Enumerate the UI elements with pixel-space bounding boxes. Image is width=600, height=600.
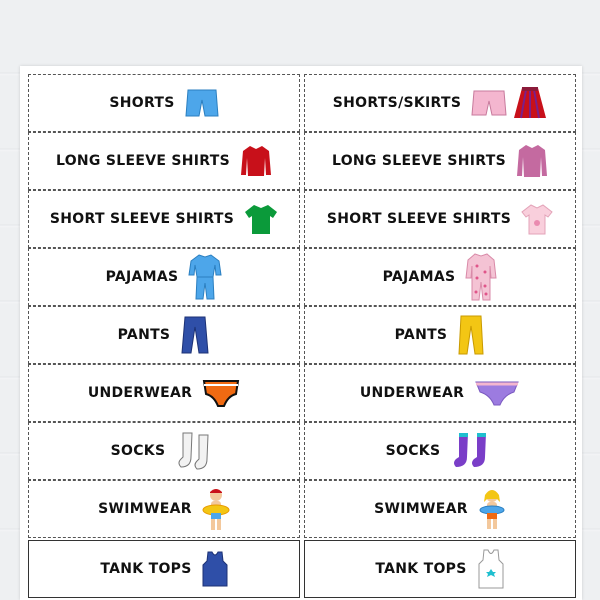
orange-briefs-icon bbox=[202, 378, 240, 408]
card-label: SHORTS bbox=[109, 95, 175, 111]
card-label: PAJAMAS bbox=[105, 269, 179, 285]
label-card-shorts-skirts bbox=[304, 74, 576, 132]
label-card-underwear bbox=[28, 364, 300, 422]
label-card-shorts bbox=[28, 74, 300, 132]
red-long-sleeve-shirt-icon bbox=[240, 144, 272, 178]
card-label: UNDERWEAR bbox=[359, 385, 465, 401]
green-tshirt-icon bbox=[244, 203, 278, 235]
boy-swimmer-icon bbox=[202, 486, 230, 532]
label-card-pajamas bbox=[28, 248, 300, 306]
label-card-short-sleeve-shirts bbox=[28, 190, 300, 248]
blue-pants-icon bbox=[180, 315, 210, 355]
card-label: LONG SLEEVE SHIRTS bbox=[55, 153, 230, 169]
card-label: SHORT SLEEVE SHIRTS bbox=[49, 211, 235, 227]
label-card-pants bbox=[304, 306, 576, 364]
label-card-short-sleeve-shirts bbox=[304, 190, 576, 248]
card-label: SOCKS bbox=[110, 443, 166, 459]
girl-swimmer-icon bbox=[478, 487, 506, 531]
label-card-pajamas bbox=[304, 248, 576, 306]
white-socks-icon bbox=[175, 431, 217, 471]
card-label: SHORTS/SKIRTS bbox=[332, 95, 462, 111]
card-label: SWIMWEAR bbox=[98, 501, 192, 517]
card-label: SHORT SLEEVE SHIRTS bbox=[326, 211, 512, 227]
pink-tshirt-icon bbox=[521, 203, 553, 235]
yellow-pants-icon bbox=[457, 314, 485, 356]
label-card-tank-tops bbox=[304, 540, 576, 598]
blue-pajamas-icon bbox=[188, 253, 222, 301]
clothing-labels-sheet bbox=[20, 66, 582, 600]
card-label: SWIMWEAR bbox=[374, 501, 468, 517]
red-skirt-icon bbox=[513, 86, 547, 120]
pink-shorts-icon bbox=[471, 89, 507, 117]
blue-tank-top-icon bbox=[202, 551, 228, 587]
card-label: PANTS bbox=[394, 327, 448, 343]
card-label: SOCKS bbox=[385, 443, 441, 459]
label-card-long-sleeve-shirts bbox=[304, 132, 576, 190]
card-label: UNDERWEAR bbox=[87, 385, 193, 401]
pink-pajamas-icon bbox=[465, 252, 497, 302]
mauve-long-sleeve-shirt-icon bbox=[516, 143, 548, 179]
label-card-tank-tops bbox=[28, 540, 300, 598]
purple-socks-icon bbox=[450, 431, 494, 471]
label-card-swimwear bbox=[28, 480, 300, 538]
label-card-pants bbox=[28, 306, 300, 364]
label-card-socks bbox=[304, 422, 576, 480]
card-label: TANK TOPS bbox=[100, 561, 192, 577]
label-card-long-sleeve-shirts bbox=[28, 132, 300, 190]
blue-shorts-icon bbox=[185, 88, 219, 118]
purple-panties-icon bbox=[474, 379, 520, 407]
white-tank-top-icon bbox=[477, 549, 505, 589]
card-label: PAJAMAS bbox=[382, 269, 456, 285]
card-label: PANTS bbox=[117, 327, 171, 343]
label-card-underwear bbox=[304, 364, 576, 422]
label-card-socks bbox=[28, 422, 300, 480]
card-label: LONG SLEEVE SHIRTS bbox=[331, 153, 506, 169]
label-card-swimwear bbox=[304, 480, 576, 538]
card-label: TANK TOPS bbox=[375, 561, 467, 577]
